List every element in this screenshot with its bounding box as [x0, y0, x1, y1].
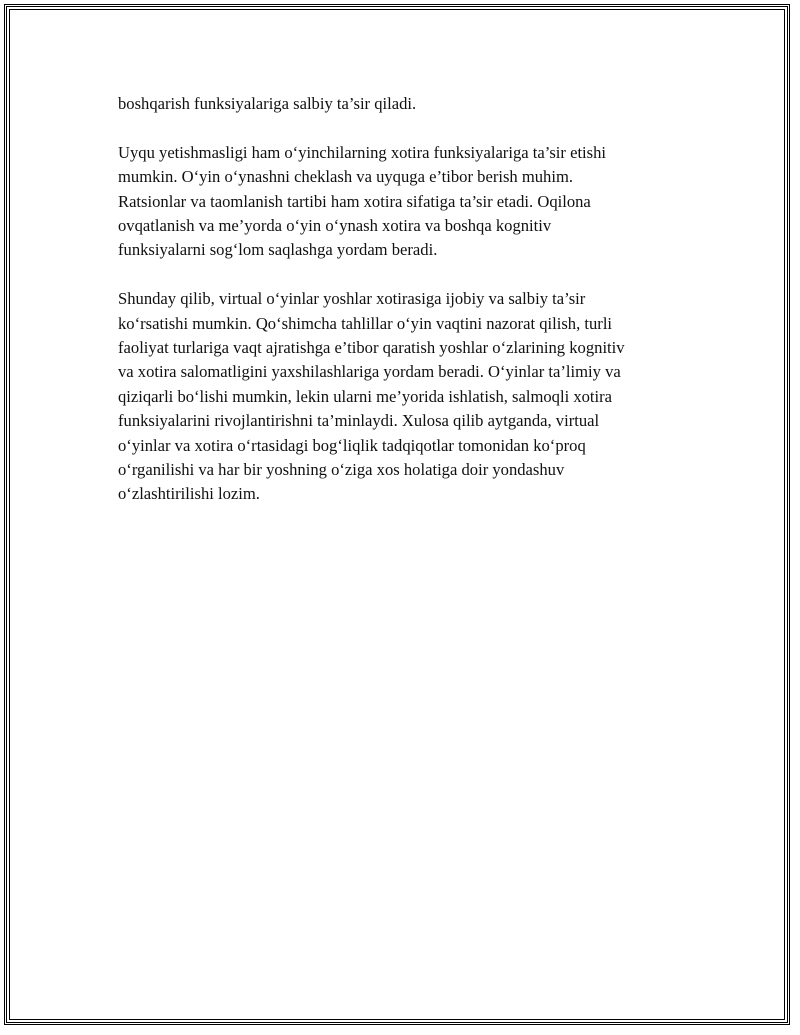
text-line: o‘rganilishi va har bir yoshning o‘ziga xos holatiga doir yondashuv [118, 460, 565, 480]
text-line: Shunday qilib, virtual o‘yinlar yoshlar xotirasiga ijobiy va salbiy ta’sir [118, 289, 586, 309]
text-line: faoliyat turlariga vaqt ajratishga e’tibor qaratish yoshlar o‘zlarining kognitiv [118, 338, 625, 358]
text-line: mumkin. O‘yin o‘ynashni cheklash va uyquga e’tibor berish muhim. [118, 167, 574, 187]
text-line: qiziqarli bo‘lishi mumkin, lekin ularni me’yorida ishlatish, salmoqli xotira [118, 386, 613, 406]
text-line: o‘zlashtirilishi lozim. [118, 484, 260, 504]
text-line: funksiyalarni sog‘lom saqlashga yordam beradi. [118, 240, 438, 260]
text-line: va xotira salomatligini yaxshilashlariga yordam beradi. O‘yinlar ta’limiy va [118, 362, 621, 382]
paragraph-3 [118, 287, 678, 507]
text-line: ovqatlanish va me’yorda o‘yin o‘ynash xotira va boshqa kognitiv [118, 216, 552, 236]
text-line: Ratsionlar va taomlanish tartibi ham xotira sifatiga ta’sir etadi. Oqilona [118, 191, 591, 211]
text-line: ko‘rsatishi mumkin. Qo‘shimcha tahlillar o‘yin vaqtini nazorat qilish, turli [118, 313, 613, 333]
paragraph-2 [118, 141, 678, 263]
text-line: boshqarish funksiyalariga salbiy ta’sir qiladi. [118, 94, 417, 113]
text-line: Uyqu yetishmasligi ham o‘yinchilarning xotira funksiyalariga ta’sir etishi [118, 142, 607, 162]
paragraph-1 [118, 92, 678, 116]
text-line: o‘yinlar va xotira o‘rtasidagi bog‘liqlik tadqiqotlar tomonidan ko‘proq [118, 435, 586, 455]
text-line: funksiyalarini rivojlantirishni ta’minlaydi. Xulosa qilib aytganda, virtual [118, 411, 600, 431]
document-body [118, 92, 678, 531]
